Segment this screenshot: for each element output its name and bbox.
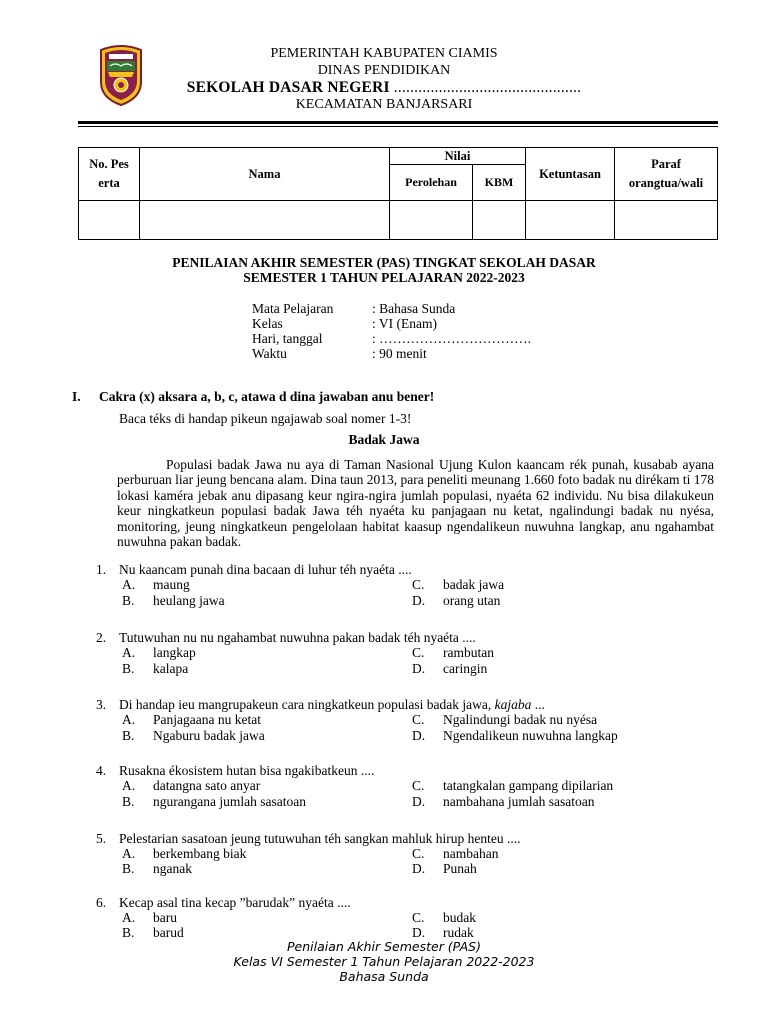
cell-no-peserta[interactable] bbox=[79, 201, 140, 240]
cell-paraf[interactable] bbox=[615, 201, 718, 240]
col-nilai: Nilai bbox=[390, 148, 526, 165]
header-government: PEMERINTAH KABUPATEN CIAMIS bbox=[270, 46, 498, 61]
question-text-tail: ... bbox=[531, 697, 545, 712]
col-perolehan: Perolehan bbox=[390, 165, 473, 201]
header-divider-thin bbox=[78, 126, 718, 127]
cell-kbm[interactable] bbox=[473, 201, 526, 240]
school-name-blank: .............................................. bbox=[389, 79, 582, 96]
col-kbm: KBM bbox=[473, 165, 526, 201]
header-department: DINAS PENDIDIKAN bbox=[317, 63, 451, 78]
header-school bbox=[0, 80, 768, 96]
cell-perolehan[interactable] bbox=[390, 201, 473, 240]
col-paraf: Paraf orangtua/wali bbox=[615, 148, 718, 201]
reading-title: Badak Jawa bbox=[348, 432, 420, 447]
question-emphasis: kajaba bbox=[494, 697, 532, 712]
footer-line-1: Penilaian Akhir Semester (PAS) bbox=[287, 939, 481, 954]
footer-line-3: Bahasa Sunda bbox=[339, 969, 429, 984]
col-no-peserta: No. Peserta bbox=[79, 148, 140, 201]
cell-ketuntasan[interactable] bbox=[526, 201, 615, 240]
score-table bbox=[78, 147, 718, 240]
exam-subtitle: SEMESTER 1 TAHUN PELAJARAN 2022-2023 bbox=[243, 270, 525, 285]
footer-line-2: Kelas VI Semester 1 Tahun Pelajaran 2022-2023 bbox=[233, 954, 535, 969]
col-nama: Nama bbox=[140, 148, 390, 201]
header-district: KECAMATAN BANJARSARI bbox=[295, 97, 473, 112]
col-ketuntasan: Ketuntasan bbox=[526, 148, 615, 201]
header-divider bbox=[78, 121, 718, 124]
reading-intro: Baca téks di handap pikeun ngajawab soal nomer 1-3! bbox=[119, 411, 412, 426]
cell-nama[interactable] bbox=[140, 201, 390, 240]
exam-title: PENILAIAN AKHIR SEMESTER (PAS) TINGKAT SEKOLAH DASAR bbox=[172, 255, 596, 270]
question-text: Di handap ieu mangrupakeun cara ningkatkeun populasi badak jawa, bbox=[119, 697, 495, 712]
reading-passage: Populasi badak Jawa nu aya di Taman Nasional Ujung Kulon kaancam rék punah, kusabab ayana perburuan liar jeung bencana alam. Dina taun 2013, para peneliti meunang 1.660 foto badak nu dirékam ti 178 lokasi kaméra jebak anu dipasang keur ngira-ngira jumlah populasi, nyaéta 62 individu. Nu bisa dilakukeun keur ningkatkeun populasi badak Jawa téh nyaéta ku panjagaan nu ketat, ngalindungi badak nu nyésa, monitoring, jeung ningkatkeun pengelolaan habitat kaasup ngendalikeun nuwuhna langkap, anu ngahambat nuwuhna pakan badak. bbox=[117, 457, 714, 550]
school-name: SEKOLAH DASAR NEGERI bbox=[186, 79, 390, 96]
